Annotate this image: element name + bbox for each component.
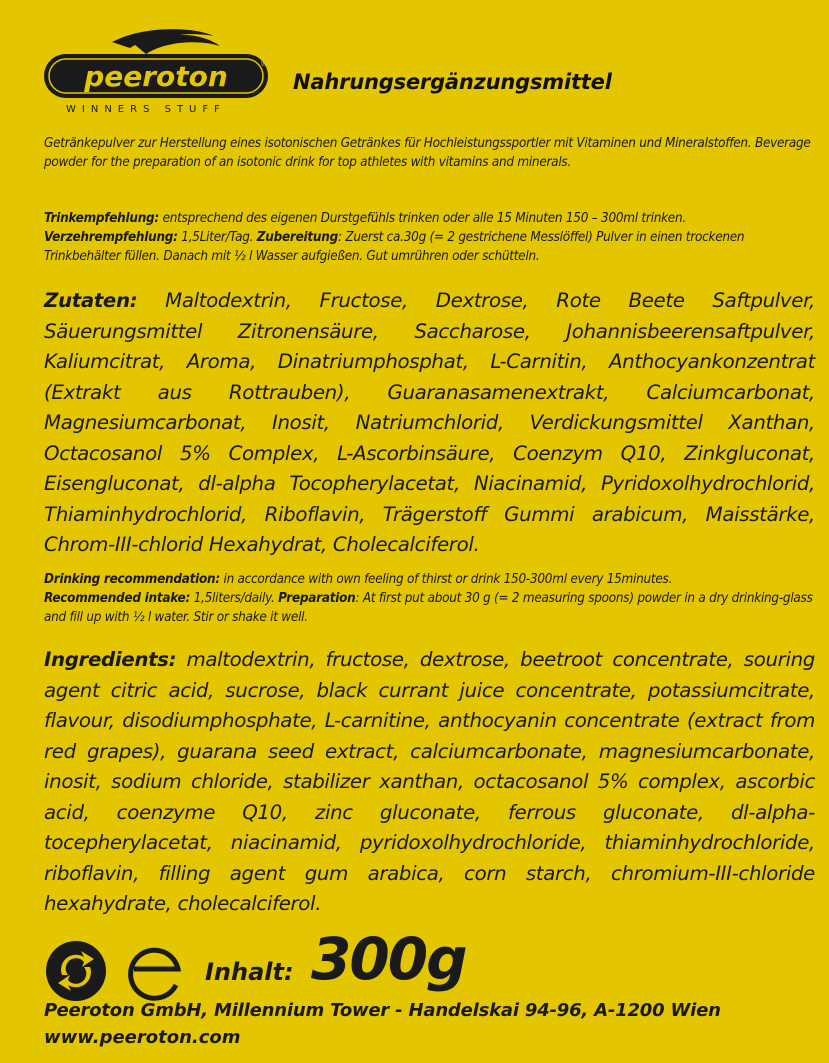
prep-text: : At first put about 30 g (= 2 measuring spoons) powder in a dry drinking-glass and fill up with ½ l water. Stir or shake it well. bbox=[44, 591, 813, 625]
content-label: Inhalt: bbox=[205, 958, 294, 986]
product-category-title: Nahrungsergänzungsmittel bbox=[293, 70, 612, 94]
verzehr-label: Verzehrempfehlung: bbox=[44, 230, 178, 245]
zutaten-text bbox=[44, 286, 815, 561]
recommendation-en-text bbox=[44, 570, 815, 627]
ingredients-text bbox=[44, 645, 815, 920]
drink-text: in accordance with own feeling of thirst or drink 150-300ml every 15minutes. bbox=[219, 572, 673, 587]
prep-label: Preparation bbox=[278, 591, 356, 606]
intro-paragraph bbox=[44, 134, 815, 172]
ingredients-section bbox=[44, 645, 815, 920]
zutaten-label: Zutaten: bbox=[44, 289, 138, 312]
trink-text: entsprechend des eigenen Durstgefühls trinken oder alle 15 Minuten 150 – 300ml trinken. bbox=[159, 211, 686, 226]
website-link[interactable]: www.peeroton.com bbox=[44, 1027, 241, 1048]
intro-text: Getränkepulver zur Herstellung eines isotonischen Getränkes für Hochleistungssportler mit Vitaminen und Mineralstoffen. Beverage powder for the preparation of an isotonic drink for top athletes with vitamins and minerals. bbox=[44, 136, 811, 170]
zubereitung-label: Zubereitung bbox=[256, 230, 338, 245]
zutaten-list: Maltodextrin, Fructose, Dextrose, Rote Beete Saftpulver, Säuerungsmittel Zitronensäure, Saccharose, Johannisbeerensaftpulver, Kaliumcitrat, Aroma, Dinatriumphosphat, L-Carnitin, Anthocyankonzentrat (Extrakt aus Rottrauben), Guaranasamenextrakt, Calciumcarbonat, Magnesiumcarbonat, Inosit, Natriumchlorid, Verdickungsmittel Xanthan, Octacosanol 5% Complex, L-Ascorbinsäure, Coenzym Q10, Zinkgluconat, Eisengluconat, dl-alpha Tocopherylacetat, Niacinamid, Pyridoxolhydrochlorid, Thiaminhydrochlorid, Riboflavin, Trägerstoff Gummi arabicum, Maisstärke, Chrom-III-chlorid Hexahydrat, Cholecalciferol. bbox=[44, 289, 815, 556]
zutaten-section bbox=[44, 286, 815, 561]
ingredients-list: maltodextrin, fructose, dextrose, beetroot concentrate, souring agent citric acid, sucrose, black currant juice concentrate, potassiumcitrate, flavour, disodiumphosphate, L-carnitine, anthocyanin concentrate (extract from red grapes), guarana seed extract, calciumcarbonate, magnesiumcarbonate, inosit, sodium chloride, stabilizer xanthan, octacosanol 5% complex, ascorbic acid, coenzyme Q10, zinc gluconate, ferrous gluconate, dl-alpha-tocepherylacetat, niacinamid, pyridoxolhydrochloride, thiaminhydrochloride, riboflavin, filling agent gum arabica, corn starch, chromium-III-chloride hexahydrate, cholecalciferol. bbox=[44, 648, 815, 915]
ingredients-label: Ingredients: bbox=[44, 648, 177, 671]
content-weight: 300g bbox=[311, 925, 466, 993]
recommendation-de-text bbox=[44, 209, 815, 266]
intake-text: 1,5liters/daily. bbox=[190, 591, 279, 606]
company-address: Peeroton GmbH, Millennium Tower - Handelskai 94-96, A-1200 Wien bbox=[44, 1000, 721, 1021]
logo-mark-icon bbox=[42, 26, 274, 106]
logo-tagline: WINNERS STUFF bbox=[66, 104, 226, 115]
intake-label: Recommended intake: bbox=[44, 591, 191, 606]
drink-label: Drinking recommendation: bbox=[44, 572, 220, 587]
svg-text:peeroton: peeroton bbox=[84, 60, 228, 93]
peeroton-logo bbox=[42, 26, 274, 126]
trink-label: Trinkempfehlung: bbox=[44, 211, 159, 226]
svg-text:®: ® bbox=[260, 59, 268, 68]
recommendation-de bbox=[44, 209, 815, 266]
zubereitung-text: : Zuerst ca.30g (= 2 gestrichene Messlöffel) Pulver in einen trockenen Trinkbehälter füllen. Danach mit ½ l Wasser aufgießen. Gut umrühren oder schütteln. bbox=[44, 230, 745, 264]
recycle-icon bbox=[44, 939, 108, 1003]
verzehr-text: 1,5Liter/Tag. bbox=[177, 230, 257, 245]
estimated-e-icon bbox=[124, 939, 186, 1003]
recommendation-en bbox=[44, 570, 815, 627]
